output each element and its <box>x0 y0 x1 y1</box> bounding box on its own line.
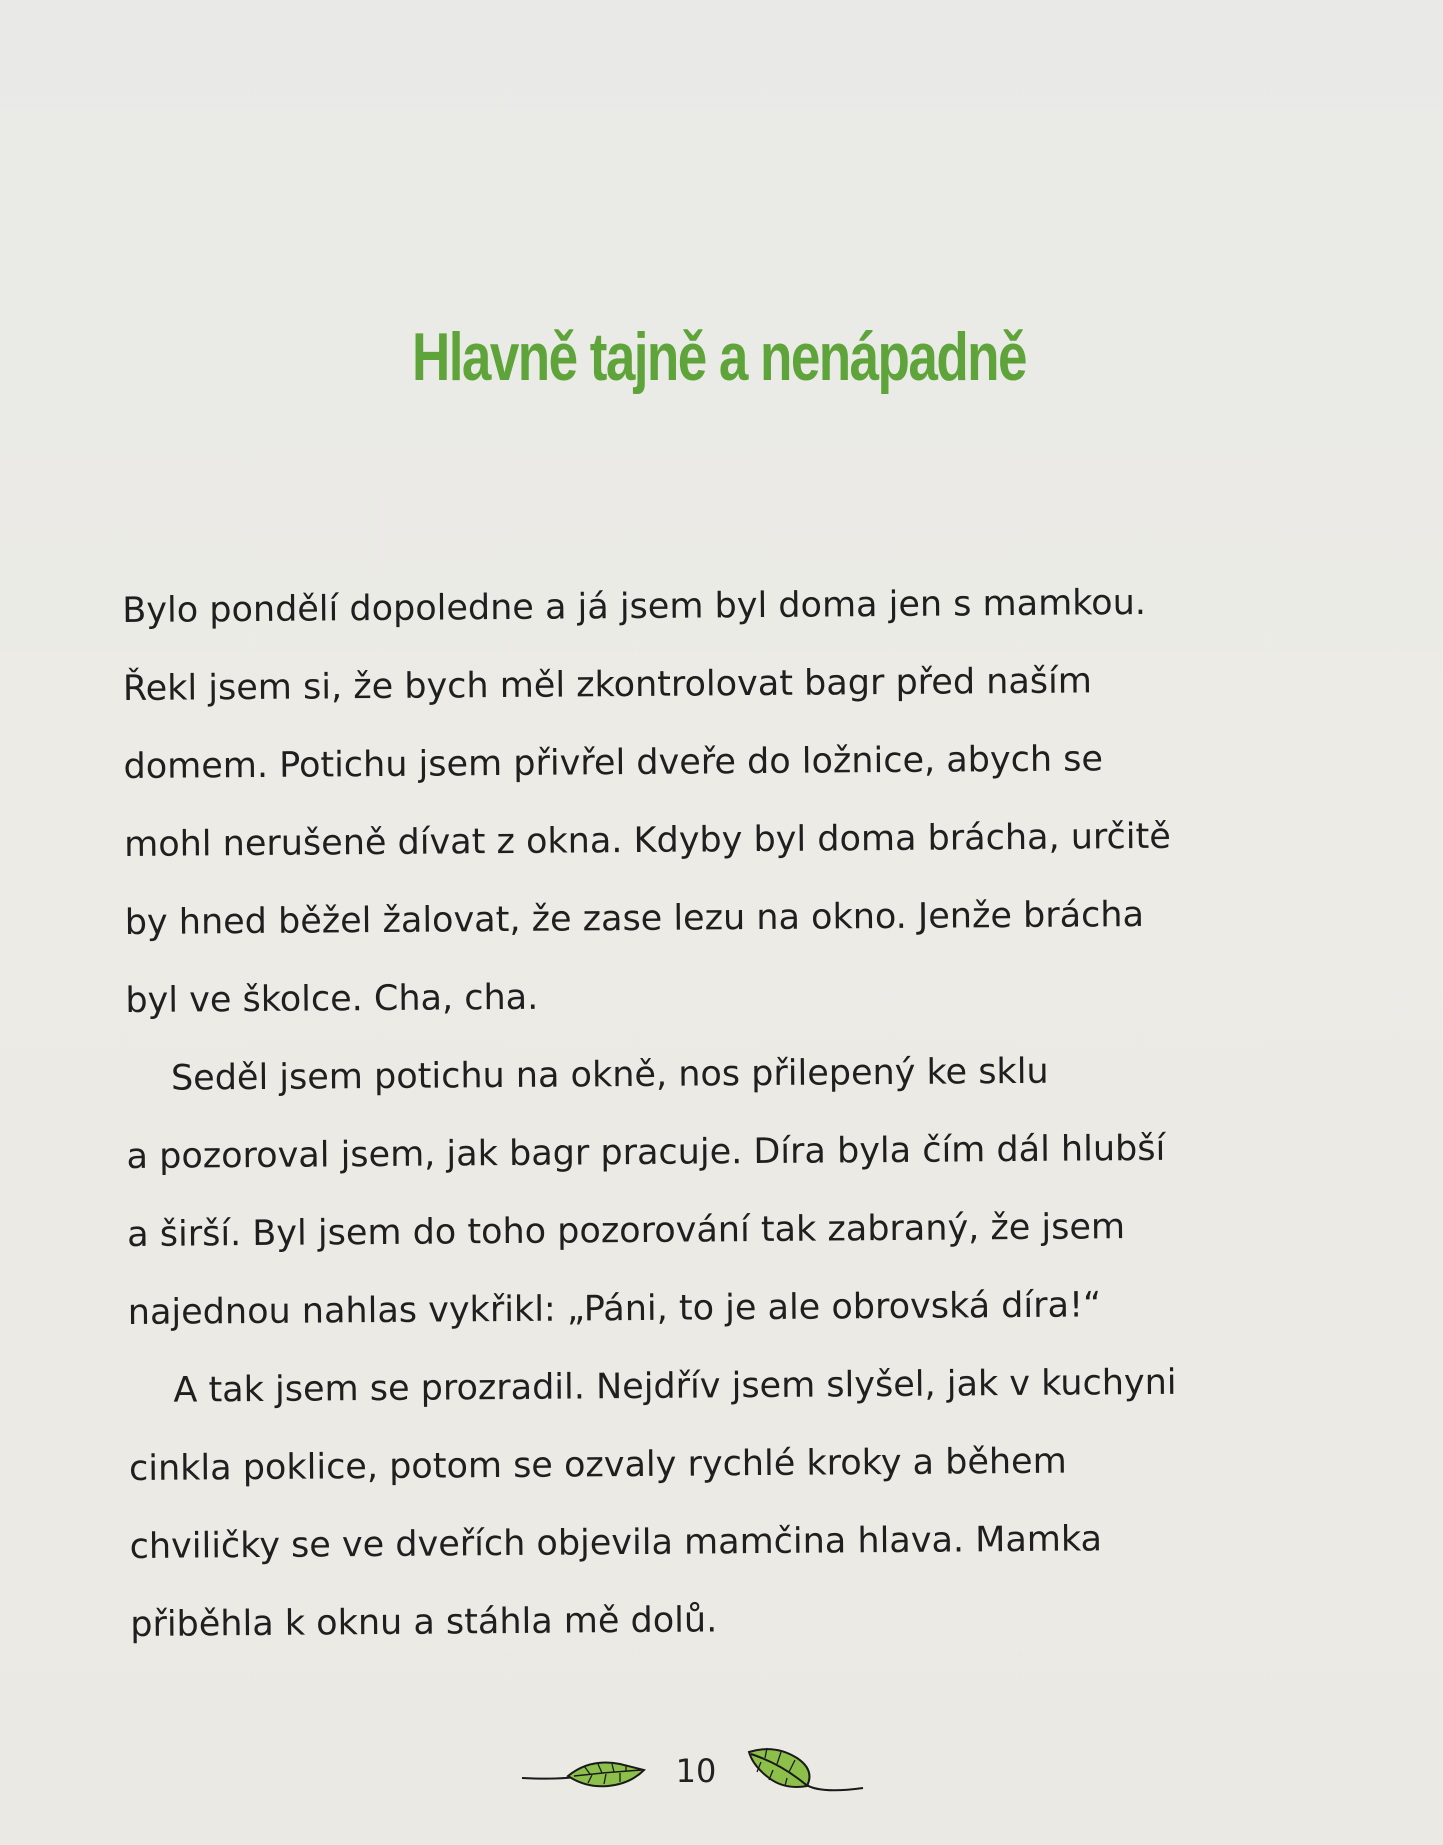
page-footer <box>0 1740 1443 1800</box>
text-line: A tak jsem se prozradil. Nejdřív jsem slyšel, jak v kuchyni <box>173 1362 1177 1411</box>
leaf-icon <box>745 1740 875 1804</box>
text-line: najednou nahlas vykřikl: „Páni, to je ale obrovská díra!“ <box>127 1285 1102 1333</box>
leaf-icon <box>520 1740 650 1804</box>
chapter-title: Hlavně tajně a nenápadně <box>411 319 1026 395</box>
text-line: přiběhla k oknu a stáhla mě dolů. <box>130 1600 718 1645</box>
paragraph-1 <box>122 563 1306 1040</box>
paragraph-3 <box>128 1343 1310 1664</box>
page-number: 10 <box>675 1752 717 1790</box>
text-line: domem. Potichu jsem přivřel dveře do ložnice, abych se <box>123 739 1104 787</box>
text-line: a pozoroval jsem, jak bagr pracuje. Díra byla čím dál hlubší <box>126 1128 1166 1177</box>
body-text <box>122 563 1311 1664</box>
text-line: chviličky se ve dveřích objevila mamčina hlava. Mamka <box>129 1519 1103 1567</box>
text-line: by hned běžel žalovat, že zase lezu na okno. Jenže brácha <box>124 894 1145 943</box>
text-line: mohl nerušeně dívat z okna. Kdyby byl doma brácha, určitě <box>123 816 1171 865</box>
text-line: a širší. Byl jsem do toho pozorování tak zabraný, že jsem <box>127 1207 1126 1255</box>
text-line: Řekl jsem si, že bych měl zkontrolovat bagr před naším <box>122 661 1093 709</box>
paragraph-2 <box>126 1031 1308 1352</box>
text-line: Seděl jsem potichu na okně, nos přilepený ke sklu <box>170 1051 1049 1099</box>
text-line: Bylo pondělí dopoledne a já jsem byl doma jen s mamkou. <box>122 582 1147 631</box>
text-line: cinkla poklice, potom se ozvaly rychlé kroky a během <box>128 1441 1067 1489</box>
text-line: byl ve školce. Cha, cha. <box>125 977 539 1021</box>
